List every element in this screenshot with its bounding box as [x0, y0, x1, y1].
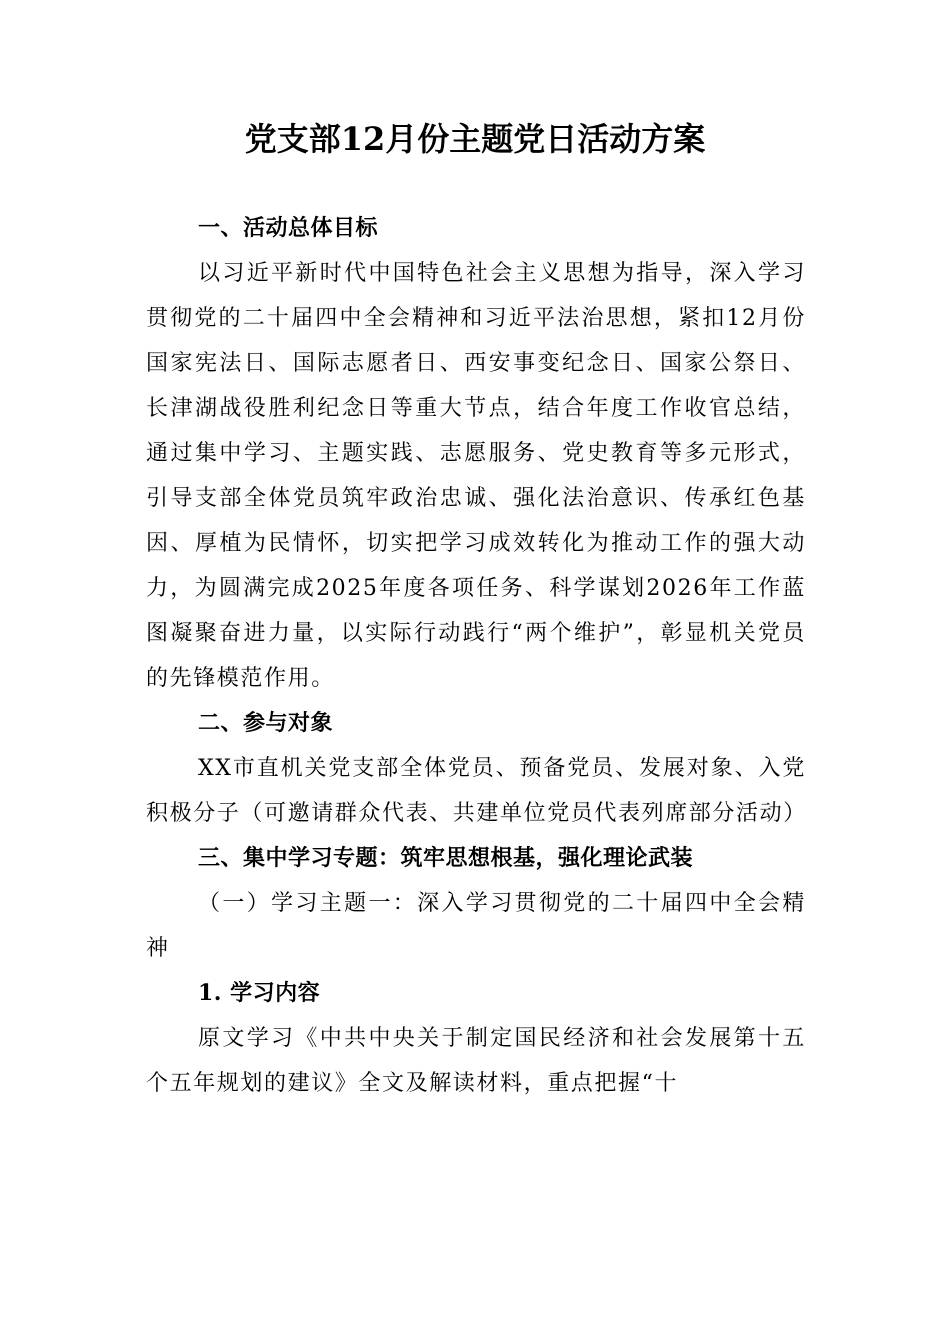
section-3-item-1-heading: 1. 学习内容 — [198, 980, 321, 1006]
section-1-heading: 一、活动总体目标 — [198, 216, 379, 241]
section-3-item-1-paragraph: 原文学习《中共中央关于制定国民经济和社会发展第十五个五年规划的建议》全文及解读材料，重点把握“十 — [146, 1026, 806, 1096]
section-1-paragraph: 以习近平新时代中国特色社会主义思想为指导，深入学习贯彻党的二十届四中全会精神和习近平法治思想，紧扣12月份国家宪法日、国际志愿者日、西安事变纪念日、国家公祭日、长津湖战役胜利纪念日等重大节点，结合年度工作收官总结，通过集中学习、主题实践、志愿服务、党史教育等多元形式，引导支部全体党员筑牢政治忠诚、强化法治意识、传承红色基因、厚植为民情怀，切实把学习成效转化为推动工作的强大动力，为圆满完成2025年度各项任务、科学谋划2026年工作蓝图凝聚奋进力量，以实际行动践行“两个维护”，彰显机关党员的先锋模范作用。 — [146, 261, 806, 691]
section-2-paragraph: XX市直机关党支部全体党员、预备党员、发展对象、入党积极分子（可邀请群众代表、共建单位党员代表列席部分活动） — [146, 756, 807, 826]
section-3-subheading-1: （一）学习主题一：深入学习贯彻党的二十届四中全会精神 — [146, 891, 806, 961]
document-body — [146, 206, 806, 1106]
document-title: 党支部12月份主题党日活动方案 — [244, 120, 706, 158]
section-2-heading: 二、参与对象 — [198, 711, 334, 736]
section-3-heading: 三、集中学习专题：筑牢思想根基，强化理论武装 — [198, 846, 694, 871]
